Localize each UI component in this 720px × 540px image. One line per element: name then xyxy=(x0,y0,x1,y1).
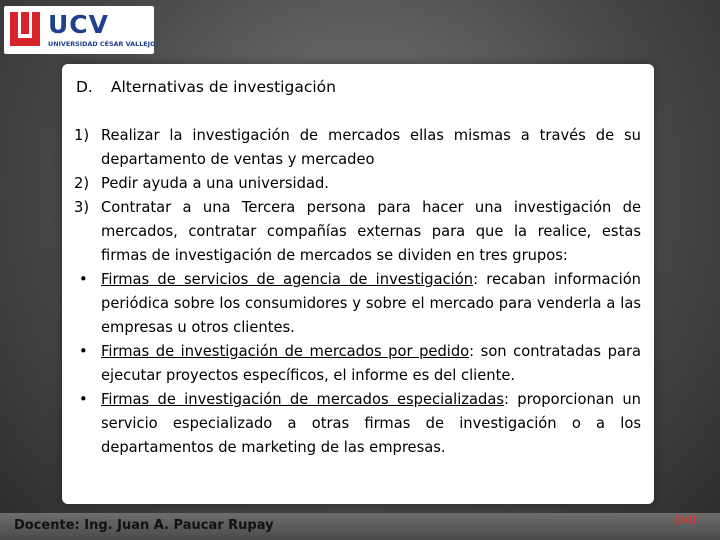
bullet-text: : proporcionan un servicio especializado a otras firmas de investigación o a los departamentos de marketing de las empresas. xyxy=(101,391,641,456)
item-text: Contratar a una Tercera persona para hacer una investigación de mercados, contratar compañías externas para que la realice, estas firmas de investigación de mercados se dividen en tres grupos: xyxy=(101,199,641,264)
bullet-term: Firmas de servicios de agencia de investigación xyxy=(101,271,474,288)
logo-name: UCV xyxy=(48,10,109,39)
bullet-text: : recaban información periódica sobre los consumidores y sobre el mercado para venderla a las empresas u otros clientes. xyxy=(101,271,641,336)
content-list xyxy=(74,124,641,460)
bullet-icon: • xyxy=(79,391,88,408)
list-item xyxy=(74,196,641,268)
list-item xyxy=(74,124,641,172)
item-marker: 3) xyxy=(74,199,90,216)
item-marker: 2) xyxy=(74,175,90,192)
heading-text: Alternativas de investigación xyxy=(110,78,336,96)
section-letter: D. xyxy=(76,78,93,96)
bullet-item xyxy=(74,268,641,340)
bullet-term: Firmas de investigación de mercados especializadas xyxy=(101,391,504,408)
list-item xyxy=(74,172,641,196)
bullet-item xyxy=(74,340,641,388)
bullet-icon: • xyxy=(79,271,88,288)
ucv-emblem-icon xyxy=(10,12,40,46)
item-marker: 1) xyxy=(74,127,90,144)
university-logo xyxy=(4,6,154,54)
bullet-term: Firmas de investigación de mercados por pedido xyxy=(101,343,470,360)
logo-subtitle: UNIVERSIDAD CÉSAR VALLEJO xyxy=(48,40,156,48)
item-text: Pedir ayuda a una universidad. xyxy=(101,175,329,192)
page-number: [30] xyxy=(675,515,696,526)
teacher-credit: Docente: Ing. Juan A. Paucar Rupay xyxy=(14,518,274,533)
slide-heading xyxy=(76,78,336,96)
item-text: Realizar la investigación de mercados ellas mismas a través de su departamento de ventas y mercadeo xyxy=(101,127,641,168)
bullet-icon: • xyxy=(79,343,88,360)
slide-content-panel xyxy=(62,64,654,504)
bullet-item xyxy=(74,388,641,460)
bullet-text: : son contratadas para ejecutar proyectos específicos, el informe es del cliente. xyxy=(101,343,641,384)
